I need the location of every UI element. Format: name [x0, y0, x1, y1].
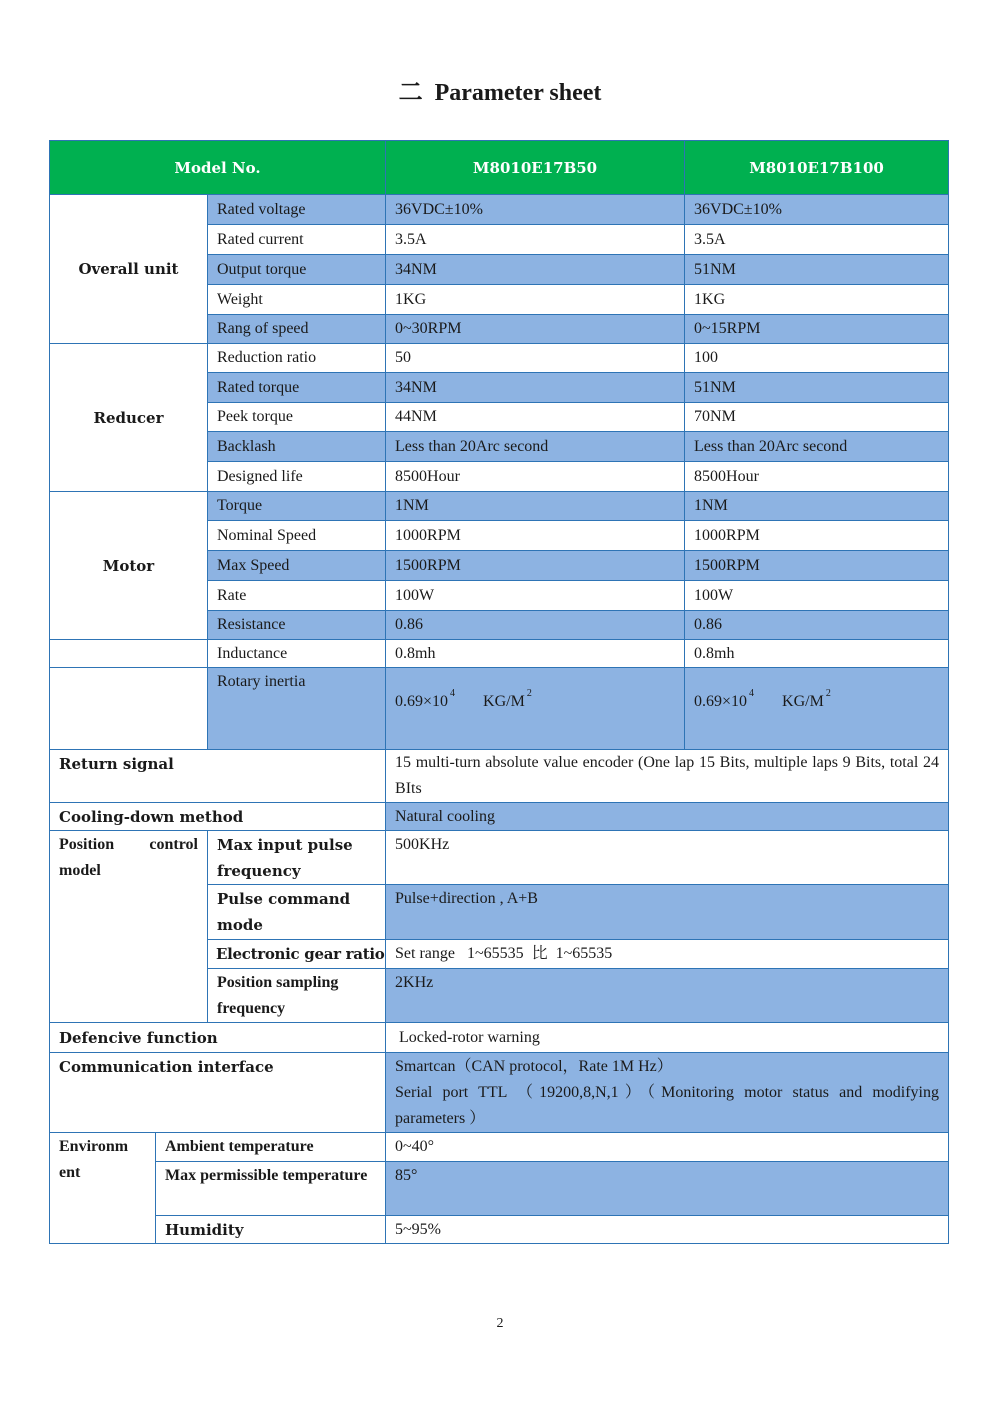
- group-motor: Motor: [50, 492, 208, 640]
- page-title: [0, 72, 1000, 107]
- value-model-2: 1500RPM: [685, 551, 949, 581]
- inertia-unit-exponent: 2: [825, 687, 831, 699]
- header-row: [50, 141, 949, 195]
- value-model-1: 34NM: [386, 255, 685, 285]
- param-name: Inductance: [208, 640, 386, 668]
- param-name: Torque: [208, 492, 386, 521]
- group-overall-unit: Overall unit: [50, 195, 208, 344]
- value-model-1: 1000RPM: [386, 521, 685, 551]
- param-name: Rated voltage: [208, 195, 386, 225]
- header-model-1: M8010E17B50: [386, 141, 685, 195]
- inertia-base: 0.69×10: [395, 692, 449, 710]
- value-model-1: 1500RPM: [386, 551, 685, 581]
- value-model-2: 3.5A: [685, 225, 949, 255]
- value-model-2: 100W: [685, 581, 949, 611]
- value-model-1: Less than 20Arc second: [386, 432, 685, 462]
- table-row: [50, 1216, 949, 1244]
- position-value: 2KHz: [386, 969, 949, 1023]
- param-name: Backlash: [208, 432, 386, 462]
- table-row: [50, 803, 949, 831]
- position-value: 500KHz: [386, 831, 949, 885]
- param-name: Peek torque: [208, 403, 386, 432]
- table-row: [50, 1133, 949, 1162]
- value-model-1: 0.86: [386, 611, 685, 640]
- environment-value: 85°: [386, 1162, 949, 1216]
- value-model-2: [685, 668, 949, 750]
- parameter-table: [49, 140, 949, 1244]
- value-model-2: 100: [685, 344, 949, 373]
- table-row: [50, 492, 949, 521]
- return-signal-value: 15 multi-turn absolute value encoder (One lap 15 Bits, multiple laps 9 Bits, total 24 BIts: [386, 750, 949, 803]
- communication-label: Communication interface: [50, 1053, 386, 1133]
- value-model-2: 8500Hour: [685, 462, 949, 492]
- inertia-unit: KG/M: [782, 692, 824, 710]
- header-model-2: M8010E17B100: [685, 141, 949, 195]
- environment-value: 0~40°: [386, 1133, 949, 1162]
- param-name: Ambient temperature: [156, 1133, 386, 1162]
- title-text: Parameter sheet: [434, 80, 602, 106]
- param-name: Rang of speed: [208, 315, 386, 344]
- value-model-2: 70NM: [685, 403, 949, 432]
- title-number: 二: [398, 80, 423, 106]
- value-model-1: 100W: [386, 581, 685, 611]
- param-name: Max Speed: [208, 551, 386, 581]
- param-name: Humidity: [156, 1216, 386, 1244]
- param-name: Weight: [208, 285, 386, 315]
- inertia-base: 0.69×10: [694, 692, 748, 710]
- table-row: [50, 640, 949, 668]
- value-model-1: 1KG: [386, 285, 685, 315]
- param-name: Rotary inertia: [208, 668, 386, 750]
- param-name: Nominal Speed: [208, 521, 386, 551]
- empty-cell: [50, 668, 208, 750]
- communication-line-2: Serial port TTL （19200,8,N,1）（Monitoring motor status and modifying parameters ）: [395, 1084, 940, 1127]
- inertia-exponent: 4: [450, 687, 456, 699]
- table-row: [50, 668, 949, 750]
- communication-value: [386, 1053, 949, 1133]
- environment-value: 5~95%: [386, 1216, 949, 1244]
- table-row: [50, 344, 949, 373]
- table-row: [50, 195, 949, 225]
- empty-cell: [50, 640, 208, 668]
- value-model-2: 0~15RPM: [685, 315, 949, 344]
- defence-label: Defencive function: [50, 1023, 386, 1053]
- value-model-1: 1NM: [386, 492, 685, 521]
- param-name: Designed life: [208, 462, 386, 492]
- table-row: [50, 831, 949, 885]
- value-model-2: 1NM: [685, 492, 949, 521]
- table-row: [50, 1023, 949, 1053]
- inertia-exponent: 4: [749, 687, 755, 699]
- value-model-1: [386, 668, 685, 750]
- value-model-1: 50: [386, 344, 685, 373]
- table-row: [50, 1162, 949, 1216]
- value-model-1: 36VDC±10%: [386, 195, 685, 225]
- position-value: Pulse+direction , A+B: [386, 885, 949, 940]
- value-model-2: 51NM: [685, 255, 949, 285]
- communication-line-1: Smartcan（CAN protocol，Rate 1M Hz）: [395, 1058, 673, 1075]
- value-model-1: 0~30RPM: [386, 315, 685, 344]
- cooling-value: Natural cooling: [386, 803, 949, 831]
- group-reducer: Reducer: [50, 344, 208, 492]
- param-name: Resistance: [208, 611, 386, 640]
- value-model-1: 8500Hour: [386, 462, 685, 492]
- table-row: [50, 1053, 949, 1133]
- param-name: Electronic gear ratio: [208, 940, 386, 969]
- param-name: Rate: [208, 581, 386, 611]
- value-model-2: 0.86: [685, 611, 949, 640]
- param-name: Rated current: [208, 225, 386, 255]
- defence-value: Locked-rotor warning: [386, 1023, 949, 1053]
- inertia-unit: KG/M: [483, 692, 525, 710]
- return-signal-label: Return signal: [50, 750, 386, 803]
- param-name: Max input pulse frequency: [208, 831, 386, 885]
- environment-label: Environm ent: [50, 1133, 156, 1244]
- param-name: Reduction ratio: [208, 344, 386, 373]
- table-row: [50, 750, 949, 803]
- value-model-2: 51NM: [685, 373, 949, 403]
- value-model-2: Less than 20Arc second: [685, 432, 949, 462]
- param-name: Output torque: [208, 255, 386, 285]
- position-value: Set range 1~65535 比 1~65535: [386, 940, 949, 969]
- cooling-label: Cooling-down method: [50, 803, 386, 831]
- value-model-1: 3.5A: [386, 225, 685, 255]
- inertia-unit-exponent: 2: [526, 687, 532, 699]
- param-name: Max permissible temperature: [156, 1162, 386, 1216]
- page-number: 2: [496, 1316, 504, 1331]
- header-model-label: Model No.: [50, 141, 386, 195]
- value-model-2: 0.8mh: [685, 640, 949, 668]
- value-model-2: 1000RPM: [685, 521, 949, 551]
- value-model-2: 1KG: [685, 285, 949, 315]
- param-name: Pulse command mode: [208, 885, 386, 940]
- value-model-1: 44NM: [386, 403, 685, 432]
- value-model-2: 36VDC±10%: [685, 195, 949, 225]
- param-name: Position sampling frequency: [208, 969, 386, 1023]
- value-model-1: 34NM: [386, 373, 685, 403]
- param-name: Rated torque: [208, 373, 386, 403]
- position-control-label: Position control model: [50, 831, 208, 1023]
- value-model-1: 0.8mh: [386, 640, 685, 668]
